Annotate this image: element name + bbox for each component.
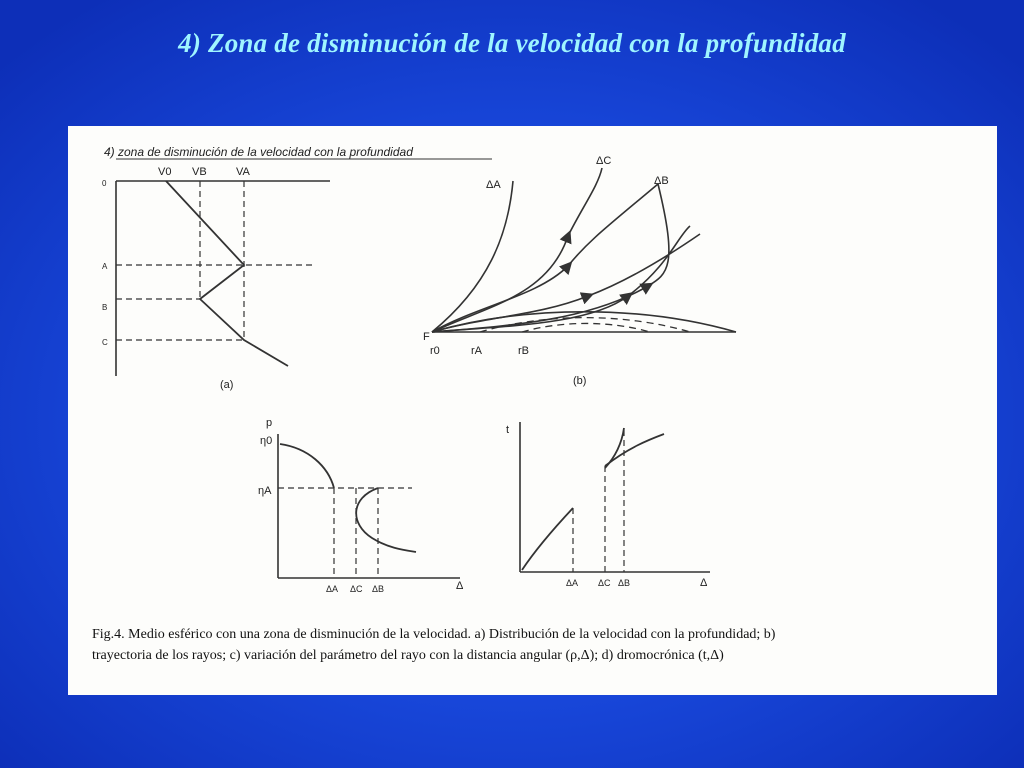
panel-a-velocity-profile [166, 181, 288, 366]
panel-c-tick-delta-b: ΔB [372, 584, 385, 594]
panel-c-curve-lower [356, 488, 416, 552]
panel-a-depth-label-a: A [102, 262, 108, 271]
panel-c-tick-etaa: ηA [258, 485, 272, 497]
panel-b [432, 168, 736, 332]
panel-a-depth-label-b: B [102, 303, 108, 312]
ray-path-4 [432, 234, 700, 332]
panel-c-y-label: p [266, 417, 273, 429]
panel-d-x-label: Δ [700, 577, 708, 589]
panel-b-inner-arc-b [522, 323, 650, 332]
panel-b-label-r0: r0 [430, 345, 440, 357]
figure-drawing [68, 126, 997, 695]
panel-d-tick-delta-a: ΔA [566, 578, 579, 588]
panel-c-tick-eta0: η0 [260, 435, 273, 447]
panel-b-label-f: F [423, 331, 430, 343]
slide-title: 4) Zona de disminución de la velocidad con la profundidad [178, 28, 846, 58]
panel-a-label-vb: VB [192, 166, 207, 178]
panel-b-caption: (b) [573, 375, 587, 387]
panel-b-label-delta-b: ΔB [654, 175, 669, 187]
figure-caption-line-1: Fig.4. Medio esférico con una zona de disminución de la velocidad. a) Distribución de la velocidad con la profundidad; b) [92, 627, 776, 642]
panel-a-label-va: VA [236, 166, 250, 178]
panel-d-curve-first [522, 508, 573, 570]
panel-a-caption: (a) [220, 379, 234, 391]
panel-d-tick-delta-b: ΔB [618, 578, 631, 588]
panel-a-label-v0: V0 [158, 166, 172, 178]
panel-c-tick-delta-c: ΔC [350, 584, 363, 594]
panel-c-x-label: Δ [456, 580, 464, 592]
panel-a-depth-label-0: 0 [102, 179, 107, 188]
panel-a [116, 181, 330, 376]
panel-c-tick-delta-a: ΔA [326, 584, 339, 594]
figure-caption [92, 624, 982, 666]
ray-path-1 [432, 181, 513, 332]
figure-caption-line-2: trayectoria de los rayos; c) variación del parámetro del rayo con la distancia angular (ρ,Δ); d) dromocrónica (t,Δ) [92, 648, 724, 663]
panel-d-y-label: t [506, 424, 510, 436]
panel-a-labels [102, 166, 251, 391]
ray-path-6 [432, 184, 669, 332]
panel-c-labels [258, 417, 464, 594]
panel-d-curve-second [605, 428, 624, 468]
panel-b-labels [423, 155, 669, 387]
panel-b-label-rb: rB [518, 345, 529, 357]
figure-heading: 4) zona de disminución de la velocidad con la profundidad [104, 145, 413, 159]
figure-panel [68, 126, 997, 695]
panel-d [520, 422, 710, 572]
panel-d-labels [506, 424, 708, 589]
panel-c [278, 434, 460, 578]
panel-b-label-delta-a: ΔA [486, 179, 501, 191]
panel-b-label-delta-c: ΔC [596, 155, 612, 167]
panel-c-curve-upper [280, 444, 334, 488]
panel-d-tick-delta-c: ΔC [598, 578, 611, 588]
panel-b-label-ra: rA [471, 345, 482, 357]
panel-a-depth-label-c: C [102, 338, 108, 347]
panel-d-curve-third [605, 434, 664, 466]
